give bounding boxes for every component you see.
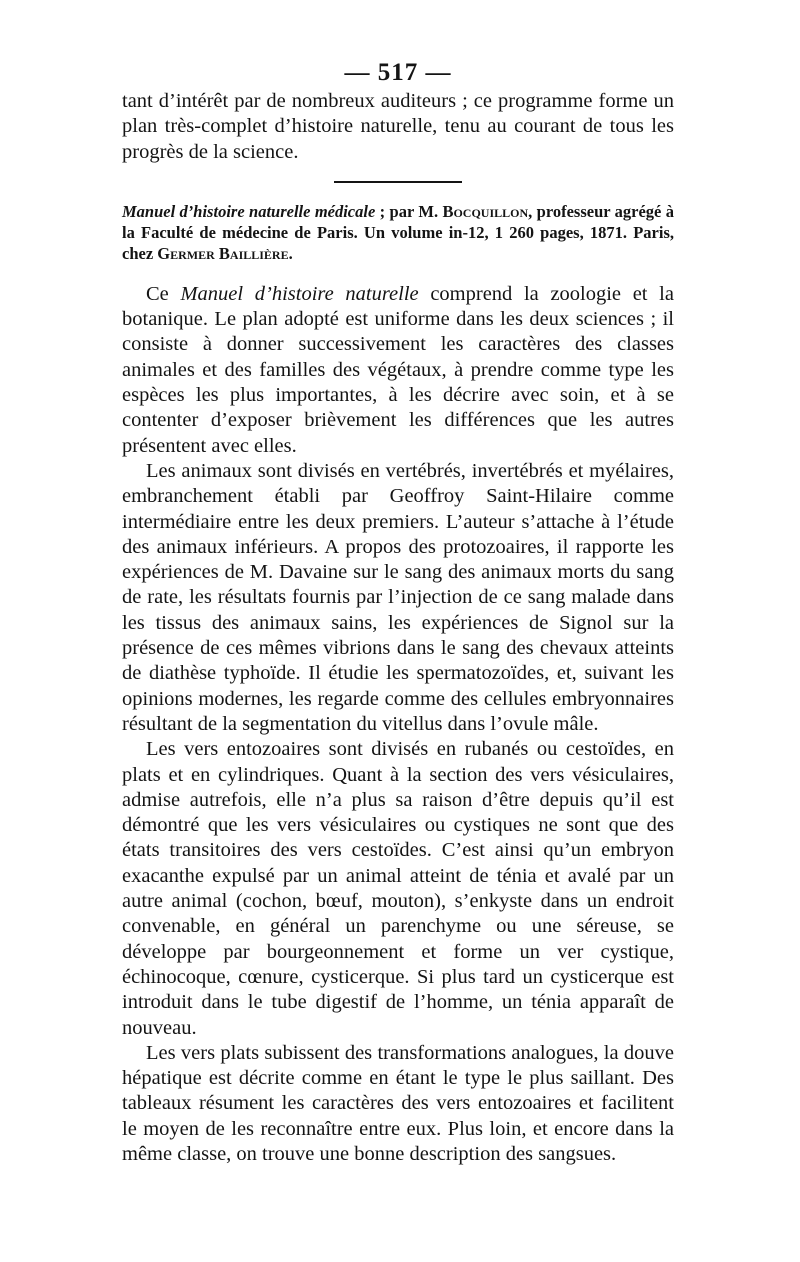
review-paragraph-3: Les vers entozoaires sont divisés en rubanés ou cestoïdes, en plats et en cylindriques. Quant à la section des vers vésiculaires, admise autrefois, elle n’a plus sa raison d’être depuis qu’il est démontré que les vers vésiculaires ou cystiques ne sont que des états transitoires des vers cestoïdes. C’est ainsi qu’un embryon exacanthe expulsé par un animal atteint de ténia et avalé par un autre animal (cochon, bœuf, mouton), s’enkyste dans un endroit convenable, en général un parenchyme ou une séreuse, se développe par bourgeonnement et forme un ver cystique, échinocoque, cœnure, cysticerque. Si plus tard un cysticerque est introduit dans le tube digestif de l’homme, un ténia apparaît de nouveau.: [122, 738, 674, 1039]
review-paragraph-4: Les vers plats subissent des transformations analogues, la douve hépatique est décrite comme en étant le type le plus saillant. Des tableaux résument les caractères des vers entozoaires et facilitent le moyen de les reconnaître entre eux. Plus loin, et encore dans la même classe, on trouve une bonne description des sangsues.: [122, 1041, 674, 1165]
book-publisher: Germer Baillière: [157, 243, 289, 263]
bib-end: .: [288, 243, 293, 263]
review-p1-start: Ce: [146, 282, 181, 305]
book-author: Bocquillon: [442, 201, 529, 221]
review-paragraph-2: Les animaux sont divisés en vertébrés, invertébrés et myélaires, embranchement établi par Geoffroy Saint-Hilaire comme intermédiaire entre les deux premiers. L’auteur s’attache à l’étude des animaux inférieurs. A propos des protozoaires, il rapporte les expériences de M. Davaine sur le sang des animaux morts du sang de rate, les résultats fournis par l’injection de ce sang malade dans les tissus des animaux sains, les expériences de Signol sur la présence de ces mêmes vibrions dans le sang des chevaux atteints de diathèse typhoïde. Il étudie les spermatozoïdes, et, suivant les opinions modernes, les regarde comme des cellules embryonnaires résultant de la segmentation du vitellus dans l’ovule mâle.: [122, 459, 674, 735]
intro-paragraph: tant d’intérêt par de nombreux auditeurs ; ce programme forme un plan très-complet d’histoire naturelle, tenu au courant de tous les progrès de la science.: [122, 90, 674, 163]
book-title: Manuel d’histoire naturelle médicale: [122, 201, 376, 221]
page-number: — 517 —: [344, 59, 452, 86]
review-p1-rest: comprend la zoologie et la botanique. Le plan adopté est uniforme dans les deux sciences ; il consiste à donner successivement les caractères des classes animales et des familles des végétaux, à prendre comme type les espèces les plus importantes, à les décrire avec soin, et à se contenter d’exposer brièvement les différences que les autres présentent avec elles.: [122, 282, 674, 457]
bib-separator: ; par M.: [375, 201, 443, 221]
review-p1-title: Manuel d’histoire naturelle: [180, 282, 419, 305]
bibliographic-reference: [122, 201, 674, 264]
review-paragraph-1: [122, 282, 674, 459]
book-page: [122, 58, 674, 1167]
section-divider: [334, 181, 462, 183]
book-details: , professeur agrégé à la Faculté de médecine de Paris. Un volume in-12, 1 260 pages, 1871. Paris, chez: [122, 201, 674, 263]
